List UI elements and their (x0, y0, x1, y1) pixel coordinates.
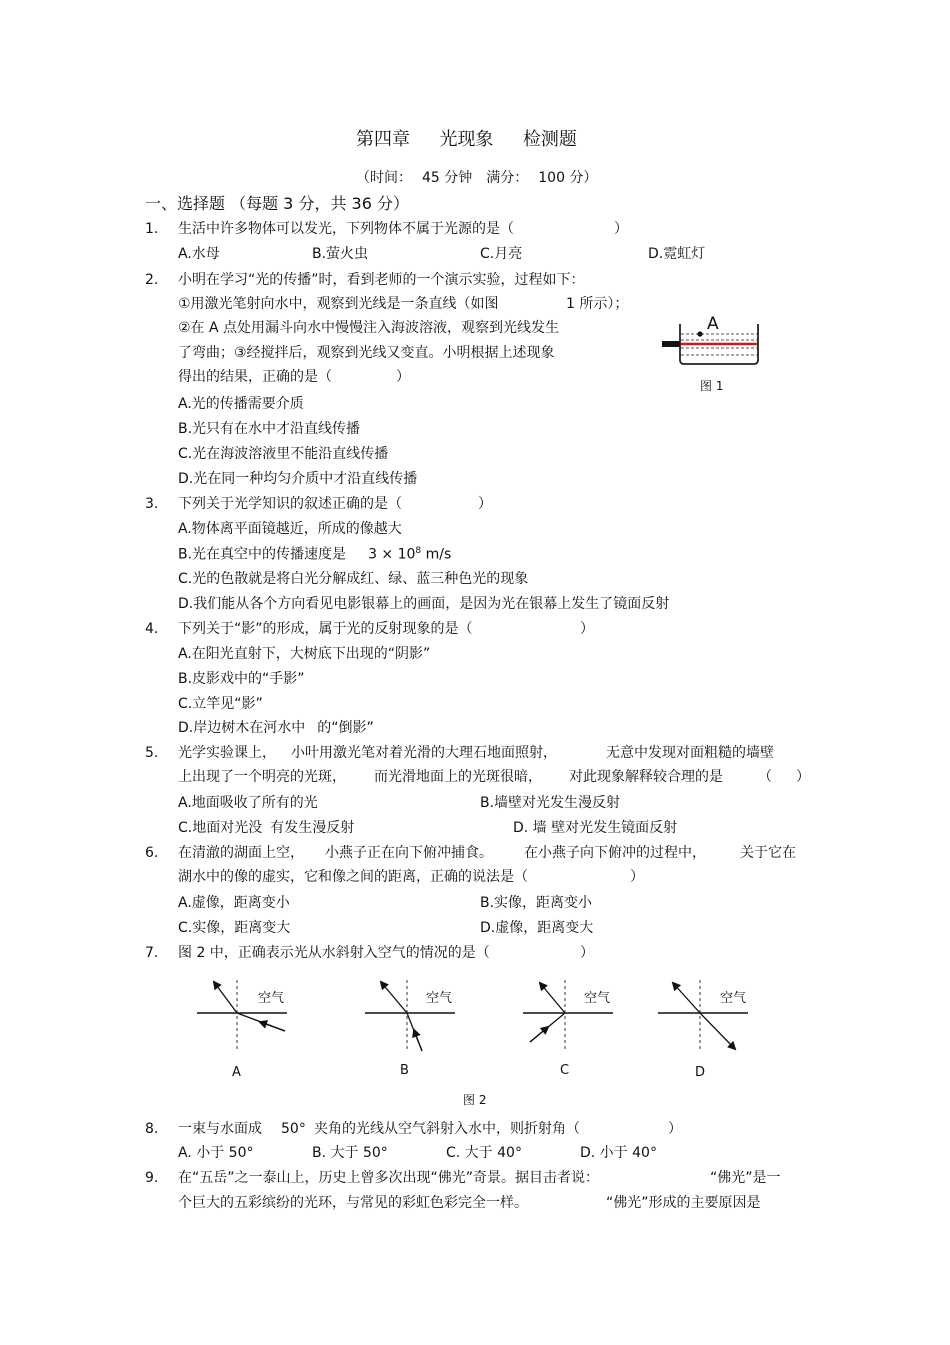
figure-2-diagrams (180, 972, 760, 1087)
diagram-d-label: D (695, 1065, 706, 1080)
q1-number: 1. (145, 221, 159, 237)
page-title (356, 131, 577, 149)
q5-option-d: D. 墙 壁对光发生镜面反射 (513, 820, 678, 836)
q8-stem-a: 一束与水面成 (178, 1121, 262, 1137)
q2-line1: 小明在学习“光的传播”时，看到老师的一个演示实验，过程如下： (178, 272, 585, 288)
q5-line1a: 光学实验课上， (178, 745, 276, 761)
q9-line2a: 个巨大的五彩缤纷的光环，与常见的彩虹色彩完全一样。 (178, 1195, 528, 1211)
q4-stem: 下列关于“影”的形成，属于光的反射现象的是（ (178, 621, 473, 637)
q4-option-a: A.在阳光直射下，大树底下出现的“阴影” (178, 646, 431, 662)
figure-1-caption: 图 1 (700, 379, 724, 393)
q2-option-a: A.光的传播需要介质 (178, 396, 304, 412)
q4-option-c: C.立竿见“影” (178, 696, 263, 712)
q8-option-c: C. 大于 40° (446, 1145, 522, 1161)
q4-close: ） (580, 621, 594, 637)
exam-meta: （时间： 45 分钟 满分： 100 分） (356, 170, 598, 186)
q2-line5: 得出的结果，正确的是（ (178, 369, 332, 385)
q1-option-b: B.萤火虫 (312, 246, 369, 262)
q7-number: 7. (145, 945, 159, 961)
q2-option-d: D.光在同一种均匀介质中才沿直线传播 (178, 471, 418, 487)
q6-line1c: 在小燕子向下俯冲的过程中， (524, 845, 706, 861)
q9-line1a: 在“五岳”之一泰山上，历史上曾多次出现“佛光”奇景。据目击者说： (178, 1170, 600, 1186)
q5-line2d: （ (758, 769, 772, 785)
title-topic: 光现象 (439, 129, 494, 150)
q5-line1c: 无意中发现对面粗糙的墙壁 (606, 745, 774, 761)
diagram-c-label: C (560, 1063, 570, 1078)
q6-line1b: 小燕子正在向下俯冲捕食。 (325, 845, 493, 861)
q6-option-a: A.虚像，距离变小 (178, 895, 290, 911)
q8-stem-b: 50° (281, 1121, 306, 1137)
q6-option-d: D.虚像，距离变大 (480, 920, 594, 936)
q8-option-a: A. 小于 50° (178, 1145, 254, 1161)
q4-number: 4. (145, 621, 159, 637)
q6-line1a: 在清澈的湖面上空， (178, 845, 304, 861)
q1-option-c: C.月亮 (480, 246, 523, 262)
figure-2-caption: 图 2 (463, 1093, 487, 1107)
diagram-a-label: A (232, 1065, 241, 1080)
q3-option-b: B.光在真空中的传播速度是 $3 \times 10^8$ m/s (178, 546, 452, 563)
q2-close: ） (396, 369, 410, 385)
diagram-a-air-label: 空气 (258, 991, 285, 1006)
diagram-d-air-label: 空气 (720, 991, 747, 1006)
q9-number: 9. (145, 1170, 159, 1186)
q2-line2: ①用激光笔射向水中，观察到光线是一条直线（如图 (178, 296, 499, 312)
q6-close: ） (630, 869, 644, 885)
q4-option-b: B.皮影戏中的“手影” (178, 671, 305, 687)
q8-number: 8. (145, 1121, 159, 1137)
q9-line1b: “佛光”是一 (710, 1170, 781, 1186)
q3-option-c: C.光的色散就是将白光分解成红、绿、蓝三种色光的现象 (178, 571, 529, 587)
q2-line4: 了弯曲；③经搅拌后，观察到光线又变直。小明根据上述现象 (178, 345, 555, 361)
q1-stem: 生活中许多物体可以发光，下列物体不属于光源的是（ (178, 221, 514, 237)
q2-line3: ②在 A 点处用漏斗向水中慢慢注入海波溶液，观察到光线发生 (178, 320, 560, 336)
q3-option-a: A.物体离平面镜越近，所成的像越大 (178, 521, 402, 537)
q8-stem-c: 夹角的光线从空气斜射入水中，则折射角（ (314, 1121, 580, 1137)
q3-close: ） (478, 496, 492, 512)
q5-close: ） (796, 769, 810, 785)
section-heading: 一、选择题 （每题 3 分，共 36 分） (145, 194, 409, 213)
q2-line2b: 1 所示）； (566, 296, 629, 312)
q8-close: ） (668, 1121, 682, 1137)
q6-option-c: C.实像，距离变大 (178, 920, 291, 936)
q9-line2b: “佛光”形成的主要原因是 (606, 1195, 761, 1211)
q2-option-b: B.光只有在水中才沿直线传播 (178, 421, 361, 437)
q6-line2: 湖水中的像的虚实，它和像之间的距离，正确的说法是（ (178, 869, 528, 885)
q1-option-a: A.水母 (178, 246, 220, 262)
q4-option-d: D.岸边树木在河水中 的“倒影” (178, 720, 374, 736)
q5-option-a: A.地面吸收了所有的光 (178, 795, 318, 811)
q2-number: 2. (145, 272, 159, 288)
q1-close: ） (614, 221, 628, 237)
q6-line1d: 关于它在 (740, 845, 796, 861)
diagram-c-air-label: 空气 (584, 991, 611, 1006)
q5-option-c: C.地面对光没 有发生漫反射 (178, 820, 355, 836)
q5-number: 5. (145, 745, 159, 761)
q3-option-d: D.我们能从各个方向看见电影银幕上的画面，是因为光在银幕上发生了镜面反射 (178, 596, 670, 612)
q8-option-d: D. 小于 40° (580, 1145, 657, 1161)
q1-option-d: D.霓虹灯 (648, 246, 706, 262)
q5-line2a: 上出现了一个明亮的光斑， (178, 769, 346, 785)
q7-close: ） (580, 945, 594, 961)
figure-1-point-label: A (707, 314, 719, 334)
title-kind: 检测题 (522, 129, 577, 150)
q5-line2c: 对此现象解释较合理的是 (569, 769, 723, 785)
q3-number: 3. (145, 496, 159, 512)
q6-option-b: B.实像，距离变小 (480, 895, 593, 911)
q6-number: 6. (145, 845, 159, 861)
title-chapter: 第四章 (356, 129, 410, 150)
q8-option-b: B. 大于 50° (312, 1145, 388, 1161)
q5-line1b: 小叶用激光笔对着光滑的大理石地面照射， (291, 745, 557, 761)
diagram-b-label: B (400, 1063, 409, 1078)
q5-line2b: 而光滑地面上的光斑很暗， (374, 769, 542, 785)
q3-stem: 下列关于光学知识的叙述正确的是（ (178, 496, 402, 512)
diagram-b-air-label: 空气 (426, 991, 453, 1006)
q2-option-c: C.光在海波溶液里不能沿直线传播 (178, 446, 389, 462)
q5-option-b: B.墙壁对光发生漫反射 (480, 795, 621, 811)
q7-stem: 图 2 中，正确表示光从水斜射入空气的情况的是（ (178, 945, 490, 961)
